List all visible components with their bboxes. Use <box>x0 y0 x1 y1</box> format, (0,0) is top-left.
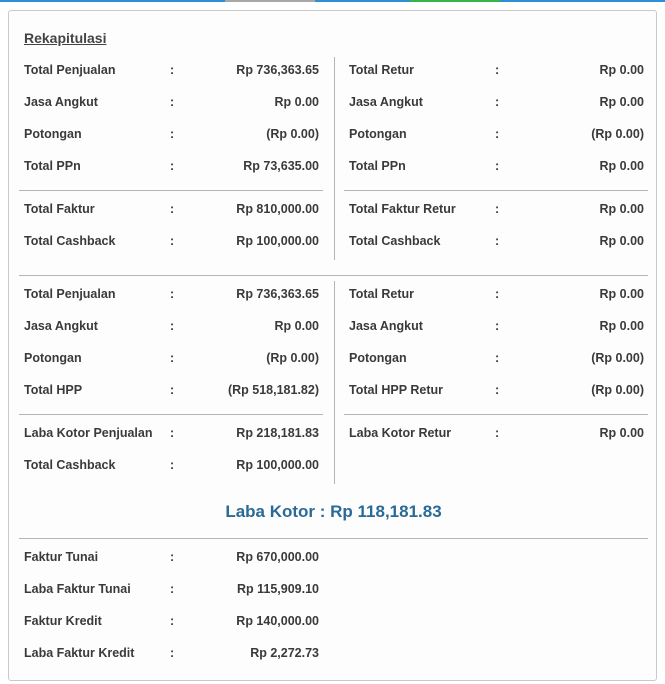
row-label: Jasa Angkut <box>349 319 423 333</box>
row-value: Rp 810,000.00 <box>236 202 319 216</box>
row-value: Rp 140,000.00 <box>236 614 319 628</box>
row-value: Rp 670,000.00 <box>236 550 319 564</box>
row-total-ppn-retur <box>349 159 644 179</box>
row-laba-faktur-tunai <box>24 582 319 602</box>
row-potongan <box>24 351 319 371</box>
row-jasa-angkut <box>24 319 319 339</box>
row-value: Rp 0.00 <box>274 95 319 109</box>
row-value: Rp 115,909.10 <box>236 582 319 596</box>
row-colon: : <box>495 127 500 141</box>
row-value: Rp 100,000.00 <box>236 458 319 472</box>
row-label: Total Penjualan <box>24 287 116 301</box>
row-value: Rp 0.00 <box>599 202 644 216</box>
row-label: Total Retur <box>349 287 415 301</box>
row-colon: : <box>495 426 500 440</box>
row-label: Total HPP Retur <box>349 383 443 397</box>
row-value: Rp 0.00 <box>599 95 644 109</box>
row-label: Faktur Kredit <box>24 614 102 628</box>
row-total-retur <box>349 63 644 83</box>
row-potongan-retur <box>349 127 644 147</box>
row-colon: : <box>170 202 175 216</box>
row-total-retur <box>349 287 644 307</box>
row-faktur-kredit <box>24 614 319 634</box>
row-total-cashback <box>24 458 319 478</box>
row-potongan <box>24 127 319 147</box>
row-jasa-angkut <box>24 95 319 115</box>
row-laba-kotor-retur <box>349 426 644 446</box>
accent-segment <box>225 0 315 2</box>
row-colon: : <box>170 319 175 333</box>
row-value: Rp 2,272.73 <box>250 646 319 660</box>
laba-kotor-total: Laba Kotor : Rp 118,181.83 <box>225 502 442 521</box>
section-divider <box>19 275 648 276</box>
divider <box>344 190 648 191</box>
row-laba-kotor-penjualan <box>24 426 319 446</box>
row-label: Potongan <box>24 351 82 365</box>
row-label: Potongan <box>349 127 407 141</box>
row-total-cashback <box>24 234 319 254</box>
row-colon: : <box>495 287 500 301</box>
row-value: Rp 73,635.00 <box>243 159 319 173</box>
section-divider <box>19 538 648 539</box>
row-value: Rp 0.00 <box>599 159 644 173</box>
row-laba-faktur-kredit <box>24 646 319 666</box>
row-jasa-angkut-retur <box>349 319 644 339</box>
row-total-hpp <box>24 383 319 403</box>
row-label: Total PPn <box>349 159 406 173</box>
row-label: Total Cashback <box>24 234 116 248</box>
row-colon: : <box>495 159 500 173</box>
row-colon: : <box>170 383 175 397</box>
section-title: Rekapitulasi <box>24 30 107 46</box>
row-value: Rp 218,181.83 <box>236 426 319 440</box>
row-value: Rp 100,000.00 <box>236 234 319 248</box>
row-colon: : <box>170 287 175 301</box>
row-total-faktur-retur <box>349 202 644 222</box>
row-label: Total Retur <box>349 63 415 77</box>
row-potongan-retur <box>349 351 644 371</box>
row-label: Jasa Angkut <box>349 95 423 109</box>
row-colon: : <box>170 646 175 660</box>
row-colon: : <box>495 234 500 248</box>
accent-segment <box>0 0 225 2</box>
row-total-faktur <box>24 202 319 222</box>
row-label: Laba Faktur Tunai <box>24 582 131 596</box>
top-accent-bar <box>0 0 665 2</box>
column-divider <box>334 281 335 484</box>
row-value: (Rp 0.00) <box>266 351 319 365</box>
row-total-penjualan <box>24 63 319 83</box>
accent-segment <box>315 0 410 2</box>
row-total-hpp-retur <box>349 383 644 403</box>
column-divider <box>334 57 335 260</box>
row-label: Total PPn <box>24 159 81 173</box>
row-value: (Rp 0.00) <box>591 351 644 365</box>
row-label: Jasa Angkut <box>24 95 98 109</box>
row-colon: : <box>170 550 175 564</box>
row-total-penjualan <box>24 287 319 307</box>
row-value: (Rp 0.00) <box>266 127 319 141</box>
row-colon: : <box>495 383 500 397</box>
row-total-ppn <box>24 159 319 179</box>
row-label: Total HPP <box>24 383 83 397</box>
row-value: Rp 0.00 <box>599 287 644 301</box>
row-value: Rp 736,363.65 <box>236 287 319 301</box>
row-label: Total Penjualan <box>24 63 116 77</box>
row-value: (Rp 0.00) <box>591 383 644 397</box>
row-colon: : <box>170 63 175 77</box>
row-colon: : <box>170 458 175 472</box>
row-colon: : <box>170 234 175 248</box>
row-colon: : <box>495 351 500 365</box>
row-label: Faktur Tunai <box>24 550 99 564</box>
row-value: Rp 0.00 <box>599 426 644 440</box>
row-colon: : <box>495 95 500 109</box>
row-colon: : <box>170 127 175 141</box>
row-value: (Rp 0.00) <box>591 127 644 141</box>
row-value: Rp 736,363.65 <box>236 63 319 77</box>
row-label: Laba Kotor Retur <box>349 426 452 440</box>
accent-segment <box>410 0 500 2</box>
row-colon: : <box>495 63 500 77</box>
row-label: Total Faktur <box>24 202 95 216</box>
row-value: Rp 0.00 <box>599 319 644 333</box>
row-label: Potongan <box>24 127 82 141</box>
row-label: Total Cashback <box>349 234 441 248</box>
row-colon: : <box>495 202 500 216</box>
row-colon: : <box>170 426 175 440</box>
row-jasa-angkut-retur <box>349 95 644 115</box>
row-value: Rp 0.00 <box>599 63 644 77</box>
divider <box>344 414 648 415</box>
divider <box>19 414 323 415</box>
row-colon: : <box>170 159 175 173</box>
row-faktur-tunai <box>24 550 319 570</box>
row-colon: : <box>170 614 175 628</box>
accent-segment <box>500 0 665 2</box>
row-label: Total Faktur Retur <box>349 202 456 216</box>
rekapitulasi-panel <box>8 10 657 681</box>
row-label: Total Cashback <box>24 458 116 472</box>
divider <box>19 190 323 191</box>
row-label: Jasa Angkut <box>24 319 98 333</box>
row-total-cashback-retur <box>349 234 644 254</box>
row-colon: : <box>170 351 175 365</box>
row-label: Potongan <box>349 351 407 365</box>
row-colon: : <box>495 319 500 333</box>
row-value: Rp 0.00 <box>599 234 644 248</box>
row-label: Laba Faktur Kredit <box>24 646 135 660</box>
row-label: Laba Kotor Penjualan <box>24 426 153 440</box>
row-value: (Rp 518,181.82) <box>227 383 319 397</box>
row-colon: : <box>170 582 175 596</box>
row-value: Rp 0.00 <box>274 319 319 333</box>
row-colon: : <box>170 95 175 109</box>
